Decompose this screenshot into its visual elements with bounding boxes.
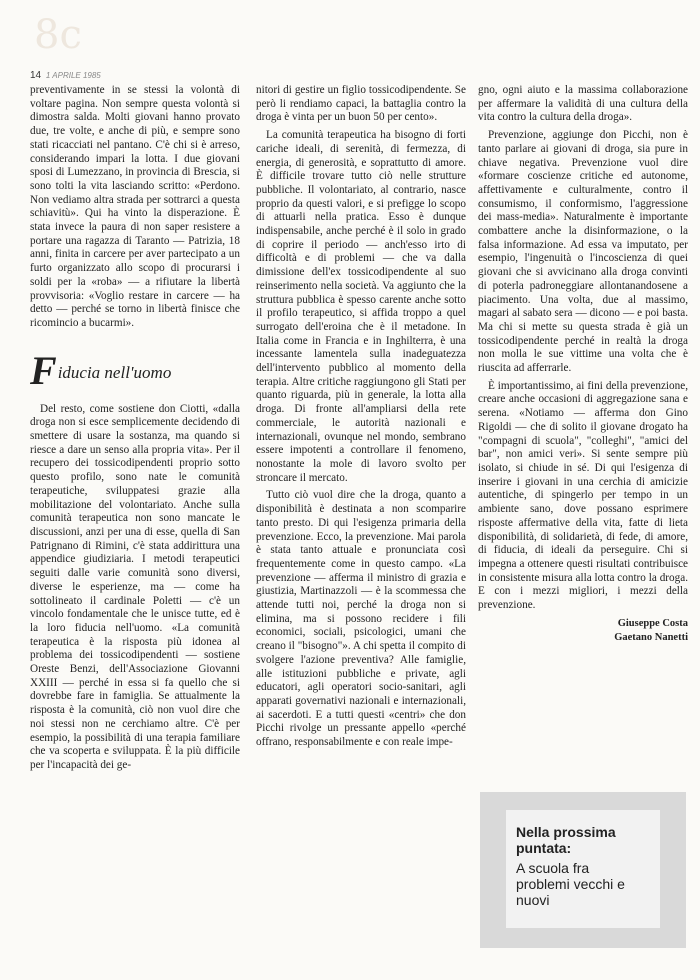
page-header xyxy=(30,70,101,81)
subheading-initial: F xyxy=(30,347,57,393)
paragraph: gno, ogni aiuto e la massima collaborazione per affermare la validità di una cultura della vita contro la cultura della droga». xyxy=(478,84,688,124)
paragraph: È importantissimo, ai fini della prevenzione, creare anche occasioni di aggregazione sana e serena. «Notiamo — afferma don Gino Rigoldi — che di solito il giovane drogato ha "compagni di scuola", "colleghi", "amici del bar", non amici veri». Si sente sempre più isolato, si chiude in sé. Di qui l'esigenza di inserire i giovani in una cerchia di amicizie autentiche, di spingerlo per tempo in un ambiente sano, dove possano esprimere risposte affermative della vita, fatte di lieta disponibilità, di solidarietà, di fede, di amore, di fiducia, di ideali da perseguire. Chi si impegna a ottenere questi risultati contribuisce in consistente misura alla lotta contro la droga. E con i mezzi migliori, i mezzi della prevenzione. xyxy=(478,379,688,612)
next-episode-title: Nella prossima puntata: xyxy=(516,824,616,856)
paragraph: Tutto ciò vuol dire che la droga, quanto a disponibilità è destinata a non scomparire tanto presto. Di qui l'esigenza primaria della prevenzione. Ecco, la prevenzione. Mai parola è stata tanto attuale e pronunciata così frequentemente come in questo campo. «La prevenzione — afferma il ministro di grazia e giustizia, Martinazzoli — è la scommessa che attende tutti noi, perché la droga non si elimina, ma si possono recidere i fili economici, sociali, psicologici, umani che creano il "bisogno"». A chi spetta il compito di svolgere l'azione preventiva? Alle famiglie, alle istituzioni pubbliche e private, agli educatori, agli operatori socio-sanitari, agli apparati governativi nazionali e internazionali, ai sacerdoti. E a tutti questi «centri» che don Picchi rivolge un pressante appello «perché offrano, responsabilmente e con reale impe- xyxy=(256,489,466,749)
subheading xyxy=(30,347,240,393)
next-episode-panel xyxy=(506,810,660,928)
next-episode-text: A scuola fra problemi vecchi e nuovi xyxy=(516,860,625,908)
column-1 xyxy=(30,84,240,777)
page-number: 14 xyxy=(30,70,42,81)
paragraph: Del resto, come sostiene don Ciotti, «dalla droga non si esce semplicemente decidendo di smettere di usare la sostanza, ma quando si riesce a dare un senso alla propria vita». Per il recupero dei tossicodipendenti proprio sotto questo profilo, sono nate le comunità terapeutiche, sviluppatesi grazie alla mobilitazione del volontariato. Anche sulla comunità terapeutica non sono mancate le discussioni, anzi per una di esse, quella di San Patrignano di Rimini, c'è stata addirittura una appendice giudiziaria. I metodi terapeutici seguiti dalle varie comunità sono diversi, diverse le esperienze, ma — come ha sottolineato il cardinale Poletti — c'è un vincolo fondamentale che le unisce tutte, ed è la loro fiducia nell'uomo. «La comunità terapeutica è la risposta più idonea al problema dei tossicodipendenti — sostiene Oreste Benzi, dell'Associazione Giovanni XXIII — perché in essa si fa quello che si dovrebbe fare in famiglia. Se attualmente la risposta è la comunità, ciò non vuol dire che noi stessi non ne cerchiamo altre. C'è per esempio, la possibilità di una terapia familiare che va scoperta e sviluppata. È la più difficile per l'incapacità dei ge- xyxy=(30,402,240,771)
paragraph: Prevenzione, aggiunge don Picchi, non è tanto parlare ai giovani di droga, sia pure in chiave negativa. Prevenzione vuol dire «formare coscienze critiche ed autonome, affettivamente e culturalmente, contro il consumismo, il conformismo, l'aggressione dei mass-media». Naturalmente è importante combattere anche la disinformazione, o la falsa informazione. Ad essa va imputato, per esempio, l'ingenuità o l'incoscienza di quei giovani che si avvicinano alla droga convinti di poterla padroneggiare allontanandosene a piacimento. Una volta, due al massimo, magari al sabato sera — dicono — e poi basta. Ma chi si mette su questa strada è già un tossicodipendente perché in realtà la droga non molla le sue vittime una volta che è riuscita ad afferrarle. xyxy=(478,129,688,375)
paragraph: preventivamente in se stessi la volontà di voltare pagina. Non sempre questa volontà si dimostra salda. Molti giovani hanno provato due, tre volte, e anche di più, e sempre sono stati ricacciati nel pantano. C'è chi si è arreso, considerando impari la lotta. I due giovani sposi di Lumezzano, in provincia di Brescia, si sono tolti la vita lasciando scritto: «Perdono. Non vediamo altra strada per sottrarci a questa schiavitù». Qui ha vinto la disperazione. È stata invece la paura di non saper resistere a portare una ragazza di Taranto — Patrizia, 18 anni, finita in carcere per aver partecipato a un furto organizzato allo scopo di procurarsi i soldi per la «roba» — a rifiutare la libertà provvisoria: «Voglio restare in carcere — ha detto — perché se torno in libertà finisce che ricomincio a bucarmi». xyxy=(30,84,240,329)
watermark-logo: 8c xyxy=(34,12,82,58)
column-3 xyxy=(478,84,688,645)
author-signature: Giuseppe Costa xyxy=(617,617,688,629)
paragraph: nitori di gestire un figlio tossicodipendente. Se però li rendiamo capaci, la battaglia contro la droga è vinta per un buon 50 per cento». xyxy=(256,84,466,124)
subheading-text: iducia nell'uomo xyxy=(57,362,172,382)
author-signature: Gaetano Nanetti xyxy=(614,631,688,643)
next-episode-box xyxy=(480,792,686,948)
issue-date: 1 APRILE 1985 xyxy=(45,71,101,80)
paragraph: La comunità terapeutica ha bisogno di forti cariche ideali, di serenità, di fermezza, di energia, di generosità, e soprattutto di amore. È difficile trovare tutto ciò nelle strutture pubbliche. Il volontariato, al contrario, nasce proprio da questi valori, e si prefigge lo scopo di attuarli nella pratica. Esso è dunque indispensabile, anche perché è il solo in grado di coprire il periodo — anch'esso irto di difficoltà e di problemi — che va dalla dimissione dell'ex tossicodipendente al suo reinserimento nella società. Va aggiunto che la struttura pubblica è spesso carente anche sotto il profilo terapeutico, si affida troppo a quel surrogato dell'eroina che è il metadone. In Italia come in Francia e in Inghilterra, è una incessante lamentela sulla inadeguatezza dell'intervento pubblico al momento della terapia. Altre critiche raggiungono gli Stati per quanto riguarda, più in generale, la lotta alla droga. Di fronte all'ampliarsi della rete commerciale, le autorità nazionali e internazionali, ovunque nel mondo, sembrano essere impotenti a controllare il fenomeno, nonostante la mole di lavoro svolto per stroncare il mercato. xyxy=(256,129,466,484)
column-2 xyxy=(256,84,466,754)
